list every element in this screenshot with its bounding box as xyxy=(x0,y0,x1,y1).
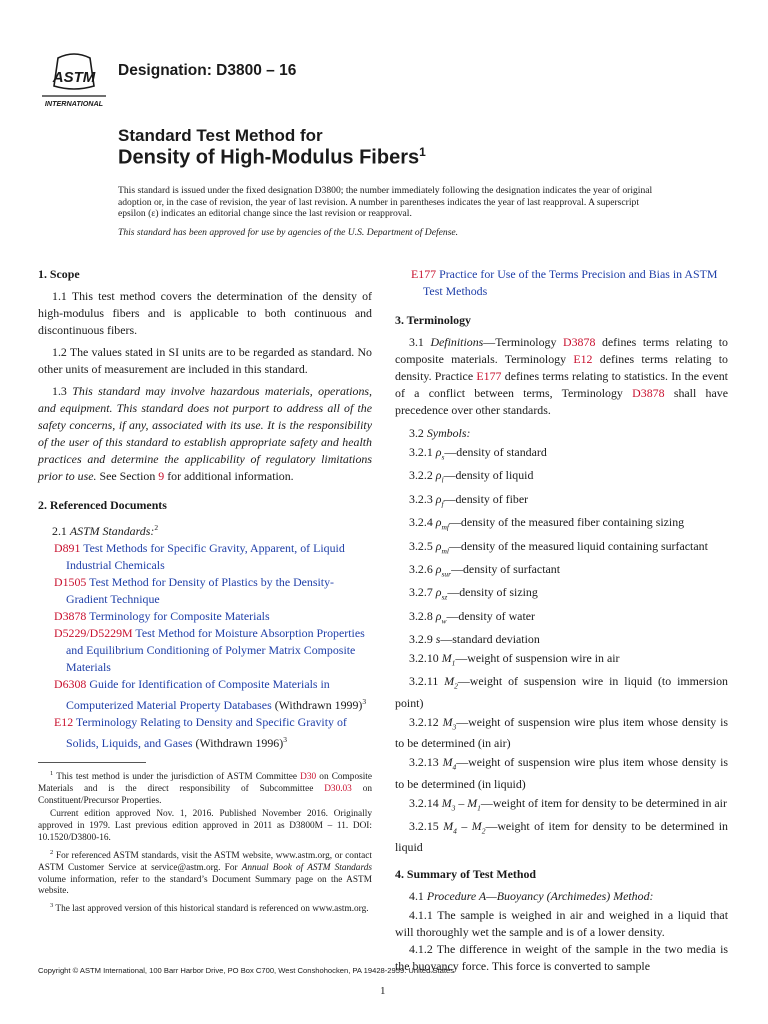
symbol-definition: —density of sizing xyxy=(447,585,538,600)
summary-p3: 4.1.2 The difference in weight of the sample in the two media is the buoyancy force. This force is converted to sample xyxy=(395,942,728,974)
ref-title-e177[interactable]: Practice for Use of the Terms Precision and Bias in ASTM Test Methods xyxy=(423,267,718,298)
definitions-paragraph xyxy=(395,334,728,419)
intro-notice xyxy=(118,185,658,245)
reference-item xyxy=(38,676,372,714)
symbol-subscript: 4 xyxy=(453,826,457,836)
symbol-glyph: ρ xyxy=(435,491,442,506)
scope-p3-tail-end: for additional information. xyxy=(167,469,294,483)
scope-heading: 1. Scope xyxy=(38,267,80,281)
right-column xyxy=(395,266,728,980)
scope-p3 xyxy=(38,383,372,485)
symbol-glyph-2: – M xyxy=(456,818,482,833)
footnote-2-text-b: volume information, refer to the standard’s Document Summary page on the ASTM website. xyxy=(38,874,372,897)
symbol-num: 3.2.6 xyxy=(409,561,433,576)
astm-standards-label xyxy=(38,519,372,540)
symbol-glyph: M xyxy=(443,818,454,833)
reference-footnote-mark: 3 xyxy=(362,696,367,706)
scope-p3-tail: See Section xyxy=(99,469,156,483)
symbol-num: 3.2.5 xyxy=(409,538,433,553)
logo-subtext: INTERNATIONAL xyxy=(44,99,104,108)
symbol-item xyxy=(395,491,728,512)
symbol-num: 3.2.14 xyxy=(409,795,439,810)
symbol-num: 3.2.3 xyxy=(409,491,433,506)
symbol-item xyxy=(395,584,728,605)
symbol-item xyxy=(395,714,728,752)
logo-text: ASTM xyxy=(52,69,96,86)
d3878-link-2[interactable]: D3878 xyxy=(632,386,665,400)
symbol-num: 3.2.4 xyxy=(409,515,433,530)
symbol-item xyxy=(395,818,728,856)
ref-code-e177[interactable]: E177 xyxy=(411,267,437,281)
symbol-subscript: f xyxy=(441,499,444,509)
reference-item xyxy=(38,625,372,676)
procedure-a-label: Procedure A—Buoyancy (Archimedes) Method: xyxy=(426,889,654,904)
scope-p2: 1.2 The values stated in SI units are to be regarded as standard. No other units of measurement are included in this standard. xyxy=(38,345,372,376)
footnote-rule xyxy=(38,762,146,763)
symbol-item xyxy=(395,514,728,535)
symbol-glyph: ρ xyxy=(435,561,442,576)
symbol-definition: —density of water xyxy=(446,608,535,623)
symbol-glyph: ρ xyxy=(435,468,442,483)
symbol-num: 3.2.1 xyxy=(409,445,433,459)
symbol-subscript: sz xyxy=(441,592,448,602)
symbol-subscript: 3 xyxy=(451,802,456,812)
symbol-glyph: s xyxy=(435,632,441,646)
symbol-item xyxy=(395,795,728,816)
reference-title[interactable]: Test Method for Density of Plastics by the Density-Gradient Technique xyxy=(66,574,335,606)
e12-link[interactable]: E12 xyxy=(573,352,593,366)
symbol-item xyxy=(395,467,728,488)
symbol-glyph-2: – M xyxy=(455,795,478,810)
symbol-subscript: ml xyxy=(441,545,449,555)
footnote-2-mark: 2 xyxy=(50,848,54,856)
footnotes xyxy=(38,768,372,918)
symbol-definition: —weight of suspension wire plus item whose density is to be determined (in liquid) xyxy=(395,755,728,791)
symbol-subscript-2: 2 xyxy=(481,826,486,836)
reference-e177 xyxy=(395,266,728,300)
scope-p1: 1.1 This test method covers the determination of the density of high-modulus fibers and is applicable to both continuous and discontinuous fibers. xyxy=(38,289,372,337)
d30-link[interactable]: D30 xyxy=(300,772,317,783)
footnote-2 xyxy=(38,847,372,898)
symbol-glyph: M xyxy=(441,651,452,665)
symbol-definition: —weight of item for density to be determined in liquid xyxy=(395,818,728,855)
definitions-num: 3.1 xyxy=(409,335,424,349)
symbol-item xyxy=(395,444,728,465)
symbol-subscript: w xyxy=(441,616,447,625)
reference-item xyxy=(38,574,372,608)
symbol-glyph: ρ xyxy=(435,585,442,600)
reference-code[interactable]: D5229/D5229M xyxy=(54,625,133,640)
footnote-1 xyxy=(38,768,372,807)
footnote-2-text-a: For referenced ASTM standards, visit the ASTM website, www.astm.org, or contact ASTM Customer Service at service@astm.org. For xyxy=(38,850,373,873)
scope-p3-num: 1.3 xyxy=(52,384,67,398)
symbol-definition: —density of the measured fiber containing sizing xyxy=(448,515,685,530)
d30-03-link[interactable]: D30.03 xyxy=(324,783,352,794)
reference-title[interactable]: Test Method for Moisture Absorption Properties and Equilibrium Conditioning of Polymer Matrix Composite Materials xyxy=(66,625,365,674)
reference-code[interactable]: D6308 xyxy=(54,676,87,691)
symbol-num: 3.2.10 xyxy=(409,651,439,665)
page-number: 1 xyxy=(380,985,386,997)
symbol-subscript: s xyxy=(441,452,445,462)
reference-code[interactable]: D891 xyxy=(54,540,81,555)
title-text: Density of High-Modulus Fibers xyxy=(118,146,420,169)
symbol-definition: —weight of suspension wire in liquid (to immersion point) xyxy=(395,674,728,710)
definitions-text-5: shall have precedence over other standards. xyxy=(395,386,728,417)
symbol-num: 3.2.7 xyxy=(409,585,433,600)
reference-title[interactable]: Test Methods for Specific Gravity, Apparent, of Liquid Industrial Chemicals xyxy=(66,540,345,572)
symbol-num: 3.2.11 xyxy=(409,674,439,689)
d3878-link[interactable]: D3878 xyxy=(563,335,596,349)
procedure-a xyxy=(395,888,728,905)
symbol-glyph: ρ xyxy=(435,538,442,553)
symbol-definition: —density of fiber xyxy=(443,491,529,506)
section-9-link[interactable]: 9 xyxy=(158,469,165,483)
symbol-list xyxy=(395,444,728,856)
reference-item xyxy=(38,540,372,574)
symbol-num: 3.2.9 xyxy=(409,632,433,646)
reference-title[interactable]: Terminology for Composite Materials xyxy=(89,608,270,623)
symbol-glyph: M xyxy=(441,795,452,810)
copyright: Copyright © ASTM International, 100 Barr Harbor Drive, PO Box C700, West Conshohocken, PA 19428-2959. United States xyxy=(38,966,455,975)
symbol-num: 3.2.15 xyxy=(409,818,439,833)
summary-heading: 4. Summary of Test Method xyxy=(395,867,537,882)
footnote-2-italic: Annual Book of ASTM Standards xyxy=(241,862,372,873)
title-line-1: Standard Test Method for xyxy=(118,126,323,145)
symbol-item xyxy=(395,561,728,582)
definitions-text-2: defines terms relating to composite materials. Terminology xyxy=(395,335,728,366)
symbol-num: 3.2.12 xyxy=(409,714,439,729)
title-line-2 xyxy=(118,145,426,170)
symbol-subscript: sur xyxy=(441,569,452,579)
definitions-text-4: defines terms relating to statistics. In the event of a conflict between terms, Terminology xyxy=(395,369,728,400)
symbol-subscript-2: 1 xyxy=(477,802,481,812)
symbols-label xyxy=(395,425,728,442)
issued-notice: This standard is issued under the fixed designation D3800; the number immediately following the designation indicates the year of original adoption or, in the case of revision, the year of last revision. A number in parentheses indicates the year of last reapproval. A superscript epsilon (ε) indicates an editorial change since the last revision or reapproval. xyxy=(118,185,653,220)
definitions-label: Definitions xyxy=(430,335,484,349)
reference-item xyxy=(38,608,372,625)
astm-logo xyxy=(36,52,112,110)
reference-title[interactable]: Guide for Identification of Composite Materials in Computerized Material Property Databases xyxy=(66,676,330,712)
symbol-num: 3.2.2 xyxy=(409,468,433,483)
footnote-1-text-a: This test method is under the jurisdiction of ASTM Committee xyxy=(56,772,298,783)
symbol-definition: —density of surfactant xyxy=(451,561,561,576)
symbols-text: Symbols: xyxy=(426,426,471,440)
symbol-definition: —weight of suspension wire in air xyxy=(455,651,620,665)
refdocs-sub-mark: 2 xyxy=(154,523,159,532)
symbol-item xyxy=(395,631,728,648)
reference-title[interactable]: Terminology Relating to Density and Specific Gravity of Solids, Liquids, and Gases xyxy=(66,714,347,750)
footnote-1-mark: 1 xyxy=(50,770,54,777)
symbol-item xyxy=(395,673,728,711)
symbol-definition: —weight of item for density to be determined in air xyxy=(480,795,727,810)
title-footnote-mark: 1 xyxy=(419,145,426,159)
definitions-text-1: —Terminology xyxy=(483,335,557,349)
symbol-num: 3.2.8 xyxy=(409,608,433,623)
symbol-glyph: M xyxy=(442,755,453,770)
symbol-definition: —standard deviation xyxy=(440,632,540,646)
symbol-definition: —density of the measured liquid containing surfactant xyxy=(448,538,708,553)
reference-code[interactable]: D1505 xyxy=(54,574,87,589)
reference-withdrawn: (Withdrawn 1999) xyxy=(274,697,363,712)
symbol-num: 3.2.13 xyxy=(409,755,439,770)
symbol-subscript: mf xyxy=(441,522,449,532)
safety-caveat: This standard may involve hazardous materials, operations, and equipment. This standard does not purport to address all of the safety concerns, if any, associated with its use. It is the responsibility of the user of this standard to establish appropriate safety and health practices and determine the applicability of regulatory limitations prior to use. xyxy=(38,384,372,483)
symbol-subscript: l xyxy=(441,475,444,485)
procedure-a-num: 4.1 xyxy=(409,889,424,904)
reference-withdrawn: (Withdrawn 1996) xyxy=(195,735,284,750)
symbol-item xyxy=(395,650,728,671)
footnote-1-text-b: on Composite Materials and is the direct responsibility of Subcommittee xyxy=(38,772,372,794)
reference-code[interactable]: E12 xyxy=(54,714,74,729)
symbol-glyph: M xyxy=(444,674,455,689)
reference-code[interactable]: D3878 xyxy=(54,608,87,623)
symbol-glyph: ρ xyxy=(435,445,442,459)
symbol-item xyxy=(395,538,728,559)
reference-footnote-mark: 3 xyxy=(283,734,287,744)
symbol-glyph: ρ xyxy=(435,608,442,623)
footnote-3-text: The last approved version of this historical standard is referenced on www.astm.org. xyxy=(55,904,369,915)
reference-item xyxy=(38,714,372,752)
refdocs-heading: 2. Referenced Documents xyxy=(38,498,167,512)
symbol-item xyxy=(395,608,728,629)
symbol-definition: —weight of suspension wire plus item whose density is to be determined (in air) xyxy=(395,714,728,751)
terminology-heading: 3. Terminology xyxy=(395,313,471,327)
symbol-subscript: 2 xyxy=(454,681,458,691)
symbol-subscript: 1 xyxy=(451,658,456,668)
symbol-definition: —density of standard xyxy=(444,445,547,459)
reference-list xyxy=(38,540,372,752)
symbol-subscript: 3 xyxy=(452,722,457,732)
summary-p2: 4.1.1 The sample is weighed in air and weighed in a liquid that will thoroughly wet the sample and is of a lower density. xyxy=(395,908,728,940)
refdocs-sub-label: ASTM Standards: xyxy=(69,523,155,538)
footnote-1-edition: Current edition approved Nov. 1, 2016. Published November 2016. Originally approved in 1979. Last previous edition approved in 2011 as D3800M – 11. DOI: 10.1520/D3800-16. xyxy=(38,809,372,844)
footnote-1-text-c: on Constituent/Precursor Properties. xyxy=(38,783,372,806)
designation: Designation: D3800 – 16 xyxy=(118,62,297,79)
symbols-num: 3.2 xyxy=(409,426,424,440)
symbol-item xyxy=(395,754,728,792)
definitions-text-3: defines terms relating to density. Practice xyxy=(395,352,728,383)
approval-notice: This standard has been approved for use by agencies of the U.S. Department of Defense. xyxy=(118,226,459,238)
symbol-definition: —density of liquid xyxy=(443,468,534,483)
footnote-3 xyxy=(38,900,372,916)
symbol-glyph: ρ xyxy=(435,515,442,530)
refdocs-sub-num: 2.1 xyxy=(52,523,67,538)
symbol-glyph: M xyxy=(442,714,453,729)
left-column xyxy=(38,266,372,752)
e177-link[interactable]: E177 xyxy=(476,369,502,383)
symbol-subscript: 4 xyxy=(452,762,457,772)
footnote-3-mark: 3 xyxy=(50,902,54,910)
